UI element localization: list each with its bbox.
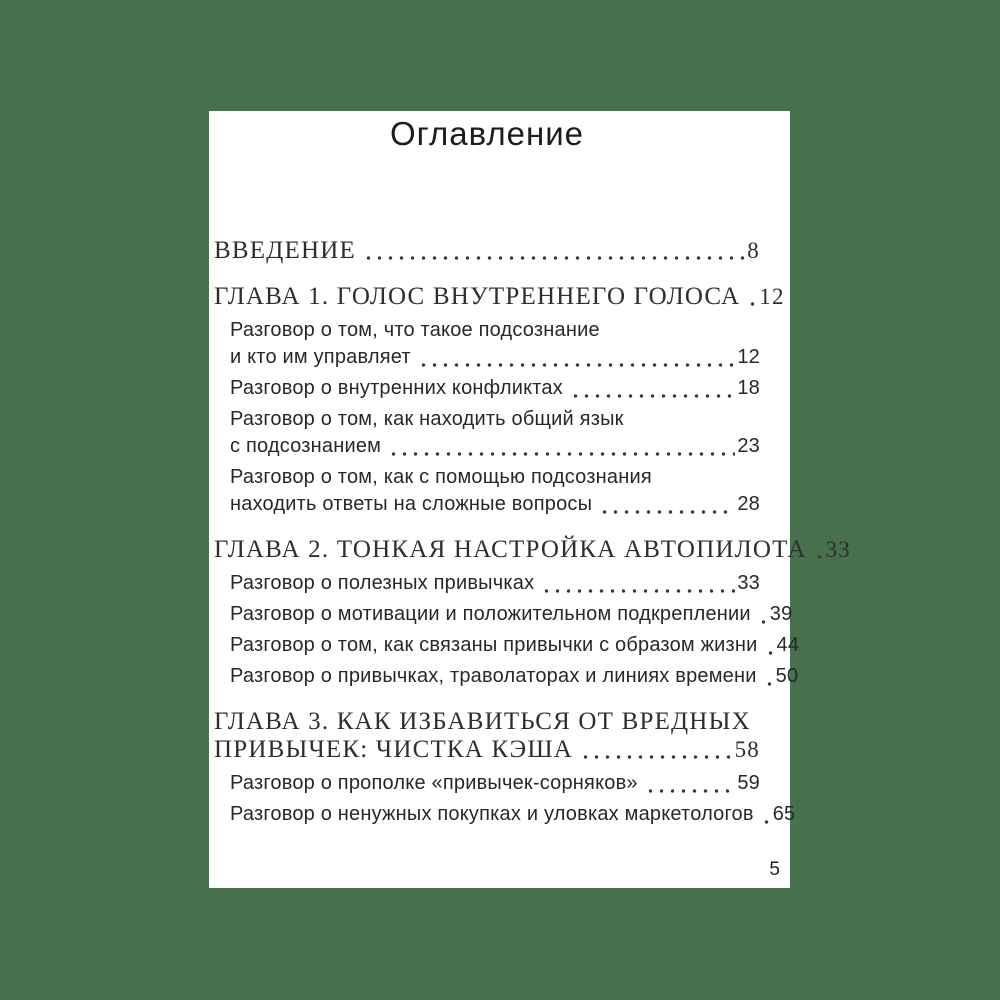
- dot-leader: [418, 362, 736, 368]
- toc-page-number: 12: [737, 346, 760, 368]
- toc-page-number: 12: [759, 284, 785, 309]
- dot-leader: [570, 393, 735, 399]
- toc-chapter-heading: [214, 536, 851, 564]
- toc-chapter-heading: [214, 283, 785, 311]
- toc-item-text: Разговор о привычках, траволаторах и линиях времени: [230, 665, 757, 687]
- dot-leader: [765, 650, 775, 656]
- toc-line: [214, 708, 760, 736]
- dot-leader: [541, 588, 735, 594]
- toc-line: [214, 283, 785, 311]
- dot-leader: [580, 754, 733, 760]
- toc-item-text: Разговор о мотивации и положительном подкреплении: [230, 603, 751, 625]
- toc-page-number: 33: [737, 572, 760, 594]
- toc-line: [230, 344, 760, 371]
- toc-item-text: ПРИВЫЧЕК: ЧИСТКА КЭША: [214, 736, 574, 763]
- toc-entry: [214, 570, 760, 597]
- dot-leader: [764, 681, 774, 687]
- dot-leader: [645, 788, 736, 794]
- toc-item-text: и кто им управляет: [230, 346, 411, 368]
- toc-item-text: Разговор о том, как с помощью подсознания: [230, 466, 652, 488]
- toc-line: [230, 770, 760, 797]
- toc-line: [214, 736, 760, 764]
- toc-page-number: 65: [772, 803, 796, 825]
- dot-leader: [388, 451, 735, 457]
- toc-line: [230, 317, 760, 344]
- toc-page-number: 59: [737, 772, 760, 794]
- toc-chapter-heading: [214, 237, 760, 265]
- toc-line: [230, 570, 760, 597]
- toc-item-text: Разговор о том, как связаны привычки с образом жизни: [230, 634, 758, 656]
- toc-page-number: 58: [734, 737, 760, 762]
- toc-page-number: 23: [737, 435, 760, 457]
- toc-item-text: находить ответы на сложные вопросы: [230, 493, 593, 515]
- toc-line: [214, 237, 760, 265]
- toc-line: [230, 601, 793, 628]
- dot-leader: [747, 301, 757, 307]
- toc-line: [230, 491, 760, 518]
- toc-item-text: ГЛАВА 1. ГОЛОС ВНУТРЕННЕГО ГОЛОСА: [214, 283, 741, 310]
- toc-entry: [214, 375, 760, 402]
- dot-leader: [758, 619, 768, 625]
- toc-line: [230, 801, 796, 828]
- toc-item-text: ГЛАВА 3. КАК ИЗБАВИТЬСЯ ОТ ВРЕДНЫХ: [214, 708, 751, 735]
- toc-page-number: 44: [776, 634, 800, 656]
- toc-item-text: ГЛАВА 2. ТОНКАЯ НАСТРОЙКА АВТОПИЛОТА: [214, 536, 807, 563]
- toc-page-number: 28: [737, 493, 760, 515]
- toc-line: [230, 433, 760, 460]
- book-page: [209, 111, 851, 888]
- toc-item-text: Разговор о прополке «привычек-сорняков»: [230, 772, 638, 794]
- toc-line: [230, 663, 799, 690]
- toc-line: [230, 406, 760, 433]
- toc-page-number: 18: [737, 377, 760, 399]
- page-title: Оглавление: [390, 115, 584, 152]
- toc-page-number: 33: [825, 537, 851, 562]
- toc-line: [214, 536, 851, 564]
- toc-item-text: Разговор о том, как находить общий язык: [230, 408, 624, 430]
- toc-entry: [214, 801, 796, 828]
- toc-entry: [214, 663, 799, 690]
- toc-entry: [214, 317, 760, 371]
- toc-entry: [214, 601, 793, 628]
- toc-line: [230, 632, 800, 659]
- toc-item-text: с подсознанием: [230, 435, 382, 457]
- toc-entry: [214, 406, 760, 460]
- dot-leader: [814, 554, 824, 560]
- toc-page-number: 50: [775, 665, 799, 687]
- toc-item-text: Разговор о ненужных покупках и уловках маркетологов: [230, 803, 754, 825]
- toc-line: [230, 464, 760, 491]
- toc-item-text: Разговор о том, что такое подсознание: [230, 319, 600, 341]
- toc-chapter-heading: [214, 708, 760, 764]
- toc-line: [230, 375, 760, 402]
- toc-entry: [214, 464, 760, 518]
- folio-page-number: 5: [769, 859, 780, 880]
- dot-leader: [599, 509, 735, 515]
- toc-page-number: 39: [769, 603, 793, 625]
- dot-leader: [761, 819, 771, 825]
- table-of-contents: [214, 237, 851, 828]
- toc-item-text: Разговор о полезных привычках: [230, 572, 535, 594]
- toc-item-text: Разговор о внутренних конфликтах: [230, 377, 563, 399]
- toc-item-text: ВВЕДЕНИЕ: [214, 237, 356, 264]
- dot-leader: [363, 255, 745, 261]
- toc-entry: [214, 770, 760, 797]
- toc-entry: [214, 632, 800, 659]
- toc-page-number: 8: [747, 238, 760, 263]
